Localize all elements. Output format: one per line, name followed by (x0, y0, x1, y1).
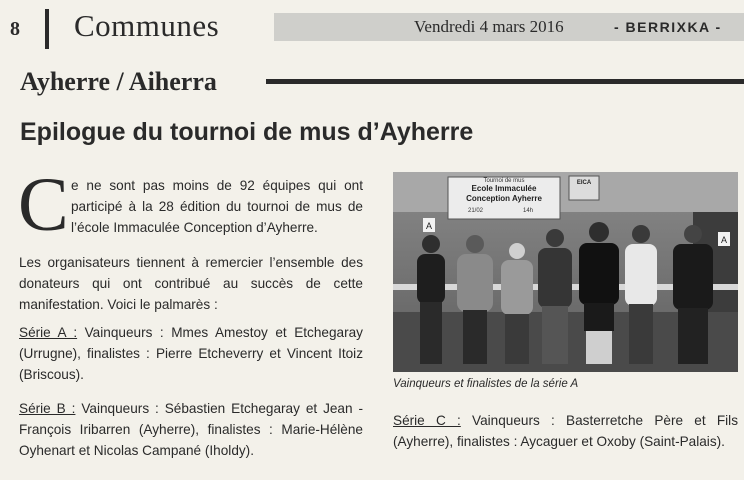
serie-b-paragraph (19, 398, 363, 461)
intro-paragraph (19, 175, 363, 238)
page-number: 8 (10, 18, 20, 40)
person-7 (673, 225, 713, 364)
serie-c-paragraph (393, 410, 738, 452)
banner-line-5: 14h (523, 208, 534, 214)
ceiling (393, 172, 738, 212)
thanks-paragraph: Les organisateurs tiennent à remercier l’ensemble des donateurs qui ont contribué au succès de cette manifestation. Voici le palmarès : (19, 255, 363, 312)
banner-line-2: Ecole Immaculée (471, 184, 537, 193)
banner-line-3: Conception Ayherre (466, 194, 542, 203)
serie-b-text: Vainqueurs : Sébastien Etchegaray et Jean -François Iribarren (Ayherre), finalistes : Marie-Hélène Oyhenart et Nicolas Campané (Iholdy). (19, 401, 364, 458)
article-headline: Epilogue du tournoi de mus d’Ayherre (20, 118, 474, 146)
photo-caption: Vainqueurs et finalistes de la série A (393, 378, 579, 390)
header-divider (45, 9, 49, 49)
publication-name: - BERRIXKA - (614, 19, 722, 35)
sign-right-text: A (720, 235, 728, 245)
serie-a-text: Vainqueurs : Mmes Amestoy et Etchegaray (Urrugne), finalistes : Pierre Etcheverry et Vincent Itoiz (Briscous). (19, 325, 363, 382)
eica-logo-text: EICA (576, 180, 592, 186)
serie-a-paragraph (19, 322, 363, 385)
section-title: Communes (74, 8, 220, 43)
person-4 (538, 229, 572, 364)
serie-c-label: Série C : (393, 413, 461, 428)
serie-c-text: Vainqueurs : Basterretche Père et Fils (Ayherre), finalistes : Aycaguer et Oxoby (Saint-Palais). (393, 413, 738, 449)
serie-b-label: Série B : (19, 401, 76, 416)
banner-line-4: 21/02 (468, 208, 484, 214)
drop-cap: C (18, 163, 69, 247)
intro-text: e ne sont pas moins de 92 équipes qui ont participé à la 28 édition du tournoi de mus de l’école Immaculée Conception d’Ayherre. (71, 178, 363, 235)
person-6 (625, 225, 657, 364)
serie-a-label: Série A : (19, 325, 78, 340)
town-rule (266, 79, 744, 84)
town-title: Ayherre / Aiherra (20, 67, 217, 96)
sign-left-text: A (425, 221, 433, 231)
banner-line-1: Tournoi de mus (483, 178, 525, 184)
photo-illustration (393, 172, 738, 372)
article-photo (393, 172, 738, 372)
issue-date: Vendredi 4 mars 2016 (414, 17, 564, 36)
person-3 (501, 243, 533, 364)
